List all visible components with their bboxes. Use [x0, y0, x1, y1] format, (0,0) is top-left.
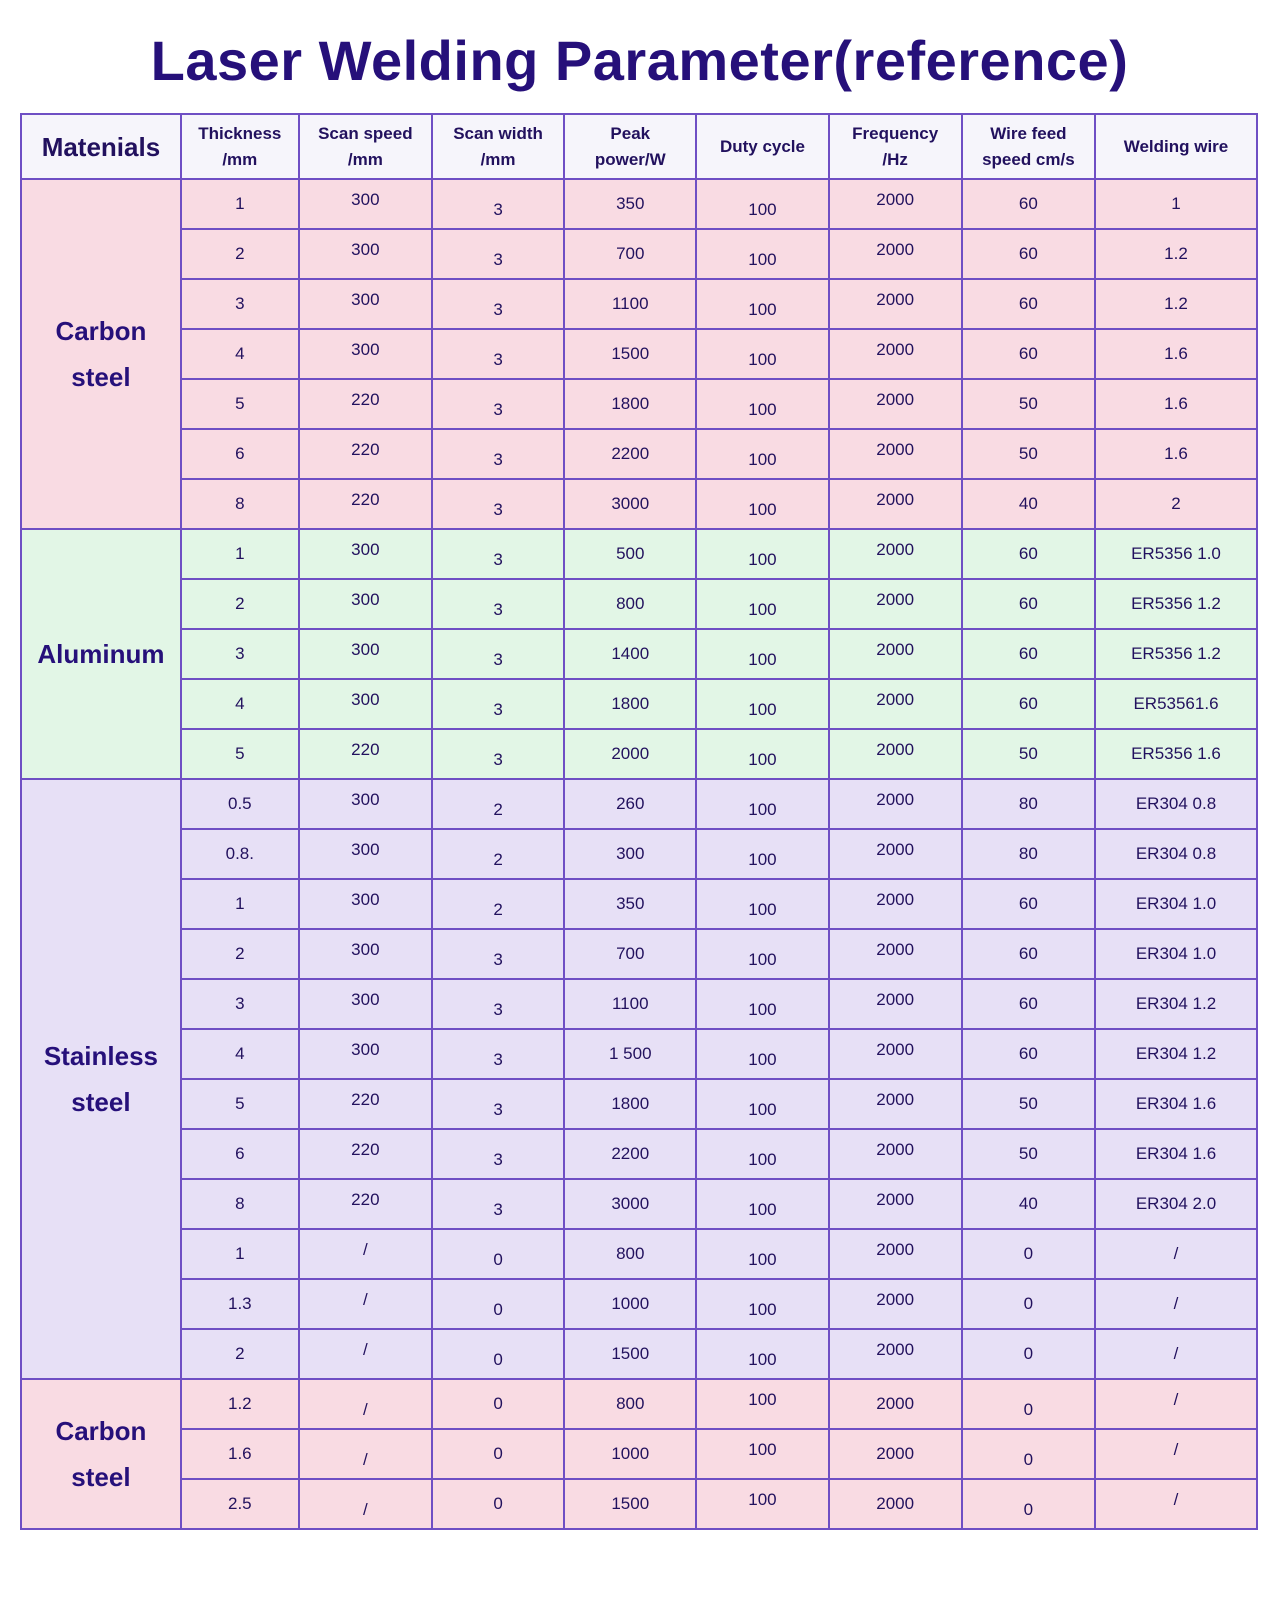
cell-wire-feed: 0: [962, 1429, 1095, 1479]
table-row: [21, 1129, 1257, 1179]
cell-thickness: 0.8.: [181, 829, 299, 879]
cell-welding-wire: ER304 1.2: [1095, 979, 1257, 1029]
cell-thickness: 8: [181, 479, 299, 529]
cell-frequency: 2000: [829, 679, 962, 729]
cell-scan-speed: 300: [299, 279, 432, 329]
cell-scan-speed: 300: [299, 629, 432, 679]
cell-welding-wire: ER304 2.0: [1095, 1179, 1257, 1229]
cell-frequency: 2000: [829, 1329, 962, 1379]
cell-peak-power: 3000: [564, 479, 696, 529]
cell-duty-cycle: 100: [696, 429, 828, 479]
material-cell-aluminum: [21, 529, 181, 779]
cell-thickness: 4: [181, 329, 299, 379]
table-row: [21, 479, 1257, 529]
cell-wire-feed: 0: [962, 1479, 1095, 1529]
cell-welding-wire: ER53561.6: [1095, 679, 1257, 729]
cell-duty-cycle: 100: [696, 1179, 828, 1229]
cell-scan-speed: 300: [299, 529, 432, 579]
cell-welding-wire: /: [1095, 1229, 1257, 1279]
table-row: [21, 1329, 1257, 1379]
cell-scan-speed: 300: [299, 179, 432, 229]
cell-thickness: 3: [181, 629, 299, 679]
cell-wire-feed: 0: [962, 1279, 1095, 1329]
cell-thickness: 1.6: [181, 1429, 299, 1479]
table-row: [21, 579, 1257, 629]
cell-scan-width: 3: [432, 379, 564, 429]
cell-peak-power: 1 500: [564, 1029, 696, 1079]
cell-scan-width: 3: [432, 1079, 564, 1129]
cell-duty-cycle: 100: [696, 979, 828, 1029]
cell-peak-power: 800: [564, 1379, 696, 1429]
cell-wire-feed: 60: [962, 1029, 1095, 1079]
cell-peak-power: 300: [564, 829, 696, 879]
cell-wire-feed: 50: [962, 1079, 1095, 1129]
cell-wire-feed: 40: [962, 479, 1095, 529]
table-row: [21, 1279, 1257, 1329]
cell-scan-speed: 300: [299, 879, 432, 929]
cell-thickness: 3: [181, 279, 299, 329]
cell-scan-width: 2: [432, 829, 564, 879]
cell-peak-power: 1000: [564, 1429, 696, 1479]
cell-peak-power: 3000: [564, 1179, 696, 1229]
cell-welding-wire: ER304 1.2: [1095, 1029, 1257, 1079]
cell-welding-wire: 1.2: [1095, 229, 1257, 279]
cell-peak-power: 350: [564, 879, 696, 929]
cell-welding-wire: 1: [1095, 179, 1257, 229]
cell-frequency: 2000: [829, 1279, 962, 1329]
page-title: Laser Welding Parameter(reference): [150, 29, 1129, 92]
cell-thickness: 2: [181, 579, 299, 629]
welding-parameter-table: [20, 113, 1258, 1530]
cell-frequency: 2000: [829, 1479, 962, 1529]
cell-wire-feed: 60: [962, 929, 1095, 979]
cell-wire-feed: 60: [962, 529, 1095, 579]
cell-scan-width: 0: [432, 1329, 564, 1379]
cell-thickness: 5: [181, 729, 299, 779]
cell-peak-power: 500: [564, 529, 696, 579]
cell-peak-power: 1500: [564, 1329, 696, 1379]
cell-welding-wire: ER304 1.6: [1095, 1129, 1257, 1179]
cell-scan-width: 3: [432, 229, 564, 279]
cell-peak-power: 1100: [564, 279, 696, 329]
table-row: [21, 629, 1257, 679]
table-row: [21, 679, 1257, 729]
cell-scan-width: 3: [432, 579, 564, 629]
cell-frequency: 2000: [829, 529, 962, 579]
cell-peak-power: 700: [564, 929, 696, 979]
cell-thickness: 4: [181, 1029, 299, 1079]
cell-frequency: 2000: [829, 579, 962, 629]
cell-scan-speed: 300: [299, 929, 432, 979]
cell-scan-width: 3: [432, 329, 564, 379]
cell-scan-width: 2: [432, 779, 564, 829]
cell-duty-cycle: 100: [696, 1329, 828, 1379]
cell-scan-speed: 300: [299, 1029, 432, 1079]
material-label: steel: [71, 1087, 131, 1117]
cell-thickness: 1: [181, 529, 299, 579]
cell-duty-cycle: 100: [696, 179, 828, 229]
cell-welding-wire: 1.6: [1095, 329, 1257, 379]
cell-welding-wire: ER304 0.8: [1095, 829, 1257, 879]
material-label: steel: [71, 1462, 131, 1492]
cell-wire-feed: 50: [962, 729, 1095, 779]
cell-welding-wire: ER5356 1.2: [1095, 629, 1257, 679]
cell-wire-feed: 60: [962, 879, 1095, 929]
cell-duty-cycle: 100: [696, 279, 828, 329]
cell-scan-speed: /: [299, 1479, 432, 1529]
header-frequency: Frequency /Hz: [829, 114, 962, 179]
cell-scan-speed: 300: [299, 829, 432, 879]
table-row: [21, 379, 1257, 429]
table-row: [21, 429, 1257, 479]
header-wire-feed: Wire feed speed cm/s: [962, 114, 1095, 179]
cell-duty-cycle: 100: [696, 1079, 828, 1129]
cell-duty-cycle: 100: [696, 779, 828, 829]
cell-scan-width: 3: [432, 179, 564, 229]
cell-peak-power: 800: [564, 579, 696, 629]
table-row: [21, 1079, 1257, 1129]
cell-peak-power: 1500: [564, 329, 696, 379]
cell-duty-cycle: 100: [696, 229, 828, 279]
table-row: [21, 1229, 1257, 1279]
cell-scan-speed: /: [299, 1279, 432, 1329]
cell-peak-power: 700: [564, 229, 696, 279]
table-row: [21, 929, 1257, 979]
cell-frequency: 2000: [829, 379, 962, 429]
cell-welding-wire: ER304 1.6: [1095, 1079, 1257, 1129]
cell-scan-width: 0: [432, 1379, 564, 1429]
cell-duty-cycle: 100: [696, 529, 828, 579]
cell-frequency: 2000: [829, 179, 962, 229]
cell-welding-wire: /: [1095, 1379, 1257, 1429]
cell-wire-feed: 60: [962, 629, 1095, 679]
cell-welding-wire: 1.2: [1095, 279, 1257, 329]
cell-duty-cycle: 100: [696, 1379, 828, 1429]
header-materials: Matenials: [21, 114, 181, 179]
cell-duty-cycle: 100: [696, 1429, 828, 1479]
cell-frequency: 2000: [829, 979, 962, 1029]
cell-frequency: 2000: [829, 329, 962, 379]
cell-welding-wire: ER5356 1.0: [1095, 529, 1257, 579]
cell-peak-power: 1800: [564, 1079, 696, 1129]
cell-frequency: 2000: [829, 879, 962, 929]
material-label: steel: [71, 362, 131, 392]
cell-peak-power: 1100: [564, 979, 696, 1029]
cell-scan-width: 3: [432, 529, 564, 579]
cell-welding-wire: ER5356 1.6: [1095, 729, 1257, 779]
cell-wire-feed: 50: [962, 429, 1095, 479]
cell-thickness: 8: [181, 1179, 299, 1229]
table-row: [21, 1429, 1257, 1479]
header-peak-power: Peak power/W: [564, 114, 696, 179]
cell-frequency: 2000: [829, 1079, 962, 1129]
material-label: Stainless: [43, 1041, 159, 1071]
cell-duty-cycle: 100: [696, 879, 828, 929]
cell-scan-speed: /: [299, 1229, 432, 1279]
cell-scan-width: 3: [432, 429, 564, 479]
table-row: [21, 229, 1257, 279]
cell-scan-width: 3: [432, 729, 564, 779]
table-row: [21, 1029, 1257, 1079]
cell-frequency: 2000: [829, 629, 962, 679]
header-thickness: Thickness /mm: [181, 114, 299, 179]
cell-duty-cycle: 100: [696, 1479, 828, 1529]
cell-peak-power: 1500: [564, 1479, 696, 1529]
cell-wire-feed: 0: [962, 1229, 1095, 1279]
cell-frequency: 2000: [829, 479, 962, 529]
cell-wire-feed: 60: [962, 179, 1095, 229]
cell-wire-feed: 80: [962, 779, 1095, 829]
cell-thickness: 1: [181, 879, 299, 929]
cell-frequency: 2000: [829, 729, 962, 779]
cell-frequency: 2000: [829, 279, 962, 329]
cell-wire-feed: 60: [962, 229, 1095, 279]
cell-scan-speed: 300: [299, 779, 432, 829]
cell-scan-width: 0: [432, 1479, 564, 1529]
cell-peak-power: 260: [564, 779, 696, 829]
cell-peak-power: 1400: [564, 629, 696, 679]
table-row: [21, 1479, 1257, 1529]
cell-scan-width: 3: [432, 629, 564, 679]
cell-duty-cycle: 100: [696, 479, 828, 529]
cell-scan-width: 3: [432, 479, 564, 529]
cell-scan-speed: 220: [299, 729, 432, 779]
cell-peak-power: 2200: [564, 1129, 696, 1179]
cell-thickness: 6: [181, 1129, 299, 1179]
cell-welding-wire: /: [1095, 1479, 1257, 1529]
material-cell-stainless-steel: [21, 779, 181, 1379]
cell-scan-speed: 220: [299, 1179, 432, 1229]
cell-welding-wire: ER304 1.0: [1095, 929, 1257, 979]
table-row: [21, 529, 1257, 579]
cell-frequency: 2000: [829, 229, 962, 279]
cell-scan-speed: 300: [299, 229, 432, 279]
cell-frequency: 2000: [829, 429, 962, 479]
cell-duty-cycle: 100: [696, 729, 828, 779]
cell-wire-feed: 40: [962, 1179, 1095, 1229]
cell-scan-speed: 220: [299, 429, 432, 479]
cell-welding-wire: 1.6: [1095, 379, 1257, 429]
cell-welding-wire: /: [1095, 1429, 1257, 1479]
cell-peak-power: 1000: [564, 1279, 696, 1329]
material-cell-carbon-steel-2: [21, 1379, 181, 1529]
cell-welding-wire: /: [1095, 1329, 1257, 1379]
cell-scan-speed: /: [299, 1379, 432, 1429]
cell-frequency: 2000: [829, 1379, 962, 1429]
cell-scan-width: 0: [432, 1429, 564, 1479]
cell-duty-cycle: 100: [696, 1279, 828, 1329]
cell-welding-wire: ER5356 1.2: [1095, 579, 1257, 629]
cell-thickness: 6: [181, 429, 299, 479]
cell-thickness: 2: [181, 929, 299, 979]
table-row: [21, 329, 1257, 379]
cell-scan-width: 3: [432, 979, 564, 1029]
cell-scan-width: 3: [432, 679, 564, 729]
cell-wire-feed: 60: [962, 329, 1095, 379]
cell-duty-cycle: 100: [696, 579, 828, 629]
cell-frequency: 2000: [829, 829, 962, 879]
cell-thickness: 1: [181, 1229, 299, 1279]
cell-duty-cycle: 100: [696, 679, 828, 729]
cell-duty-cycle: 100: [696, 1129, 828, 1179]
cell-thickness: 2: [181, 1329, 299, 1379]
cell-scan-speed: 300: [299, 329, 432, 379]
cell-wire-feed: 60: [962, 979, 1095, 1029]
cell-peak-power: 1800: [564, 679, 696, 729]
cell-frequency: 2000: [829, 779, 962, 829]
cell-scan-speed: 220: [299, 1079, 432, 1129]
cell-scan-width: 2: [432, 879, 564, 929]
cell-scan-speed: 300: [299, 979, 432, 1029]
cell-scan-width: 0: [432, 1279, 564, 1329]
cell-peak-power: 350: [564, 179, 696, 229]
cell-frequency: 2000: [829, 1229, 962, 1279]
cell-wire-feed: 60: [962, 279, 1095, 329]
cell-duty-cycle: 100: [696, 829, 828, 879]
cell-scan-width: 0: [432, 1229, 564, 1279]
cell-scan-width: 3: [432, 1179, 564, 1229]
table-row: [21, 729, 1257, 779]
header-scan-width: Scan width /mm: [432, 114, 564, 179]
cell-wire-feed: 60: [962, 679, 1095, 729]
cell-duty-cycle: 100: [696, 929, 828, 979]
material-label: Carbon: [55, 1416, 147, 1446]
cell-thickness: 5: [181, 1079, 299, 1129]
cell-frequency: 2000: [829, 1129, 962, 1179]
cell-peak-power: 1800: [564, 379, 696, 429]
cell-welding-wire: 1.6: [1095, 429, 1257, 479]
cell-welding-wire: ER304 0.8: [1095, 779, 1257, 829]
cell-peak-power: 800: [564, 1229, 696, 1279]
cell-scan-width: 3: [432, 1129, 564, 1179]
header-duty-cycle: Duty cycle: [696, 114, 828, 179]
cell-welding-wire: 2: [1095, 479, 1257, 529]
cell-duty-cycle: 100: [696, 629, 828, 679]
cell-duty-cycle: 100: [696, 1029, 828, 1079]
table-body: [21, 179, 1257, 1529]
cell-thickness: 3: [181, 979, 299, 1029]
material-cell-carbon-steel: [21, 179, 181, 529]
table-row: [21, 829, 1257, 879]
cell-wire-feed: 0: [962, 1379, 1095, 1429]
cell-thickness: 0.5: [181, 779, 299, 829]
cell-scan-speed: 220: [299, 1129, 432, 1179]
material-label: Carbon: [55, 316, 147, 346]
table-row: [21, 1379, 1257, 1429]
cell-frequency: 2000: [829, 929, 962, 979]
material-label: Aluminum: [37, 639, 165, 669]
cell-peak-power: 2000: [564, 729, 696, 779]
table-row: [21, 979, 1257, 1029]
table-row: [21, 179, 1257, 229]
cell-thickness: 1: [181, 179, 299, 229]
cell-frequency: 2000: [829, 1029, 962, 1079]
header-row: [21, 114, 1257, 179]
cell-wire-feed: 50: [962, 1129, 1095, 1179]
cell-frequency: 2000: [829, 1429, 962, 1479]
cell-duty-cycle: 100: [696, 329, 828, 379]
table-row: [21, 779, 1257, 829]
cell-thickness: 1.3: [181, 1279, 299, 1329]
cell-scan-speed: /: [299, 1329, 432, 1379]
cell-welding-wire: ER304 1.0: [1095, 879, 1257, 929]
cell-duty-cycle: 100: [696, 379, 828, 429]
cell-scan-width: 3: [432, 929, 564, 979]
table-row: [21, 279, 1257, 329]
header-scan-speed: Scan speed /mm: [299, 114, 432, 179]
cell-welding-wire: /: [1095, 1279, 1257, 1329]
cell-wire-feed: 0: [962, 1329, 1095, 1379]
cell-scan-width: 3: [432, 1029, 564, 1079]
cell-wire-feed: 50: [962, 379, 1095, 429]
cell-scan-speed: 300: [299, 579, 432, 629]
cell-peak-power: 2200: [564, 429, 696, 479]
cell-wire-feed: 60: [962, 579, 1095, 629]
cell-scan-speed: 220: [299, 379, 432, 429]
cell-scan-width: 3: [432, 279, 564, 329]
table-row: [21, 879, 1257, 929]
cell-scan-speed: 220: [299, 479, 432, 529]
cell-thickness: 1.2: [181, 1379, 299, 1429]
cell-thickness: 2: [181, 229, 299, 279]
cell-thickness: 2.5: [181, 1479, 299, 1529]
cell-thickness: 4: [181, 679, 299, 729]
cell-duty-cycle: 100: [696, 1229, 828, 1279]
table-row: [21, 1179, 1257, 1229]
cell-thickness: 5: [181, 379, 299, 429]
cell-scan-speed: 300: [299, 679, 432, 729]
header-welding-wire: Welding wire: [1095, 114, 1257, 179]
cell-frequency: 2000: [829, 1179, 962, 1229]
cell-wire-feed: 80: [962, 829, 1095, 879]
cell-scan-speed: /: [299, 1429, 432, 1479]
